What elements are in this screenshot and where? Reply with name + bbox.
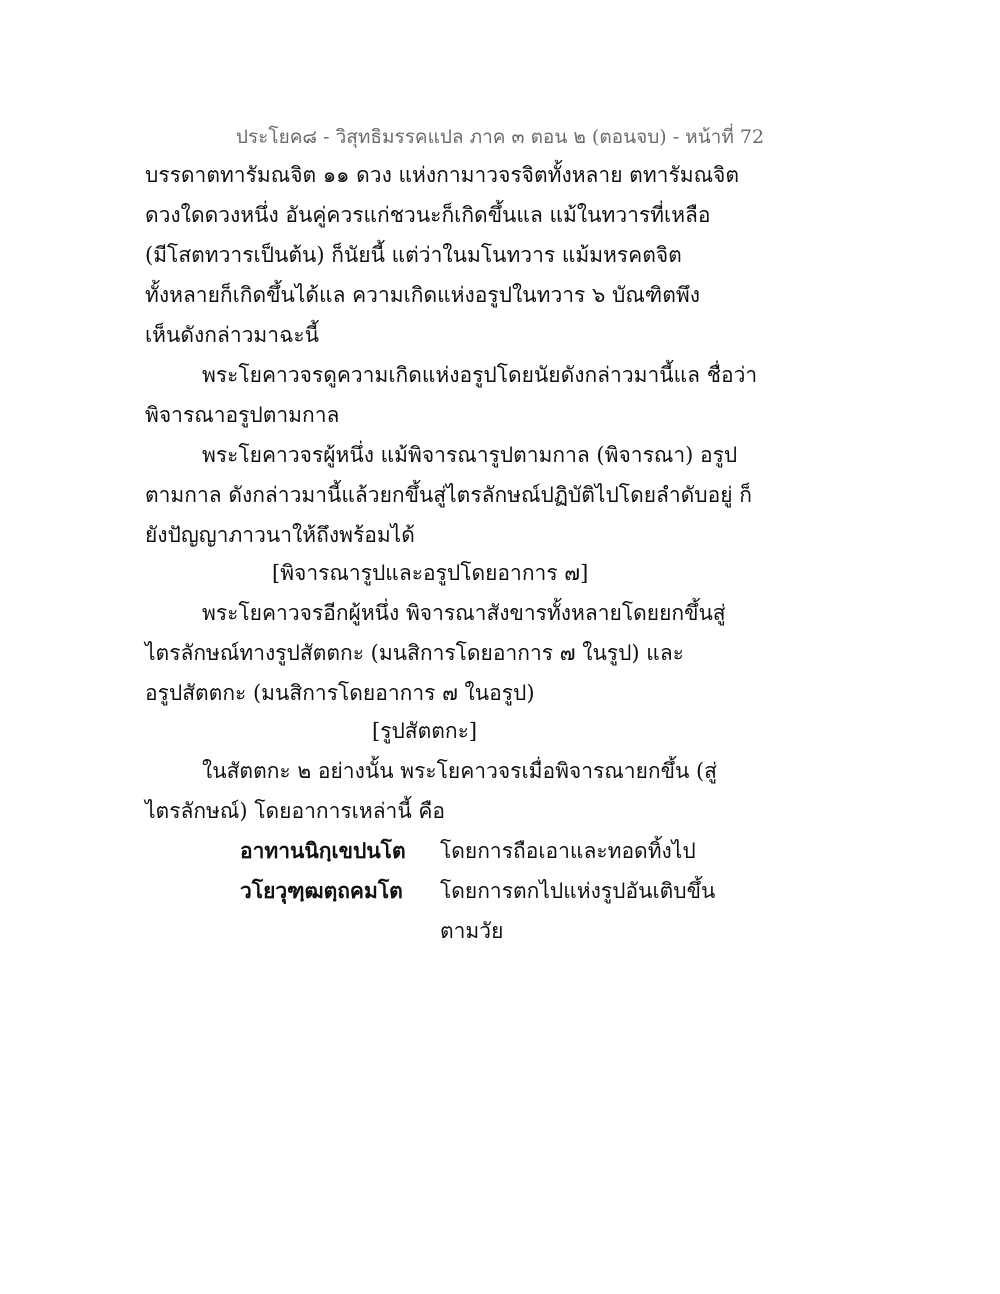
paragraph-line: พระโยคาวจรอีกผู้หนึ่ง พิจารณาสังขารทั้งหลายโดยยกขึ้นสู่ [202, 601, 726, 625]
paragraph-line: (มีโสตทวารเป็นต้น) ก็นัยนี้ แต่ว่าในมโนทวาร แม้มหรคตจิต [145, 243, 682, 267]
section-heading: [รูปสัตตกะ] [372, 719, 478, 743]
paragraph-line: อรูปสัตตกะ (มนสิการโดยอาการ ๗ ในอรูป) [145, 681, 535, 705]
paragraph-line: ไตรลักษณ์) โดยอาการเหล่านี้ คือ [145, 799, 446, 823]
section-heading: [พิจารณารูปและอรูปโดยอาการ ๗] [272, 561, 589, 585]
paragraph-line: พระโยคาวจรผู้หนึ่ง แม้พิจารณารูปตามกาล (พิจารณา) อรูป [202, 443, 738, 467]
paragraph-line: ยังปัญญาภาวนาให้ถึงพร้อมได้ [145, 523, 415, 547]
paragraph-line: ไตรลักษณ์ทางรูปสัตตกะ (มนสิการโดยอาการ ๗ ในรูป) และ [145, 641, 684, 665]
paragraph-line: ตามกาล ดังกล่าวมานี้แล้วยกขึ้นสู่ไตรลักษณ์ปฏิบัติไปโดยลำดับอยู่ ก็ [145, 483, 752, 507]
term-definition: โดยการถือเอาและทอดทิ้งไป [440, 839, 696, 863]
paragraph-line: เห็นดังกล่าวมาฉะนี้ [145, 323, 320, 347]
term-definition: โดยการตกไปแห่งรูปอันเติบขึ้น [440, 879, 716, 903]
paragraph-line: บรรดาตทารัมณจิต ๑๑ ดวง แห่งกามาวจรจิตทั้งหลาย ตทารัมณจิต [145, 163, 739, 187]
paragraph-line: ทั้งหลายก็เกิดขึ้นได้แล ความเกิดแห่งอรูปในทวาร ๖ บัณฑิตพึง [145, 283, 700, 307]
page-header-text: ประโยค๘ - วิสุทธิมรรคแปล ภาค ๓ ตอน ๒ (ตอนจบ) - หน้าที่ 72 [235, 126, 765, 148]
pali-term: อาทานนิกฺเขปนโต [240, 838, 406, 863]
pali-term: วโยวุฑฺฒตฺถคมโต [240, 878, 403, 903]
paragraph-line: พระโยคาวจรดูความเกิดแห่งอรูปโดยนัยดังกล่าวมานี้แล ชื่อว่า [202, 363, 758, 387]
page-header [0, 122, 1000, 152]
paragraph-line: ในสัตตกะ ๒ อย่างนั้น พระโยคาวจรเมื่อพิจารณายกขึ้น (สู่ [202, 759, 717, 783]
paragraph-line: พิจารณาอรูปตามกาล [145, 403, 340, 427]
paragraph-line: ดวงใดดวงหนึ่ง อันคู่ควรแก่ชวนะก็เกิดขึ้นแล แม้ในทวารที่เหลือ [145, 203, 711, 227]
term-definition-continuation: ตามวัย [440, 919, 504, 943]
